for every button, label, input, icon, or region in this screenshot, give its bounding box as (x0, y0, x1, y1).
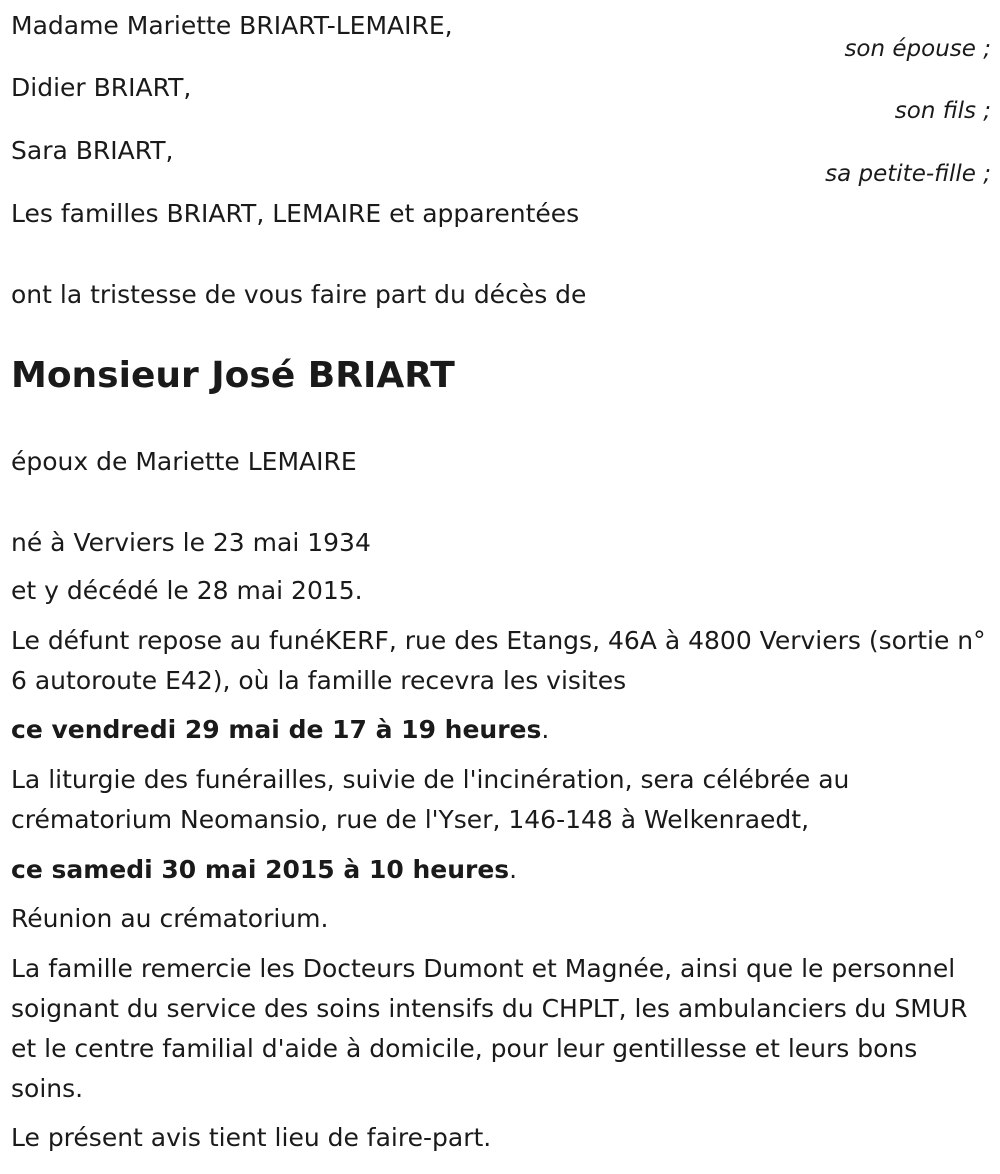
family-member-spouse (11, 0, 991, 62)
family-member-role: son fils ; (894, 98, 991, 124)
family-member-granddaughter (11, 125, 991, 187)
ceremony-line (11, 850, 986, 890)
deceased-name: Monsieur José BRIART (11, 355, 455, 396)
family-member-name: Sara BRIART, (11, 136, 174, 165)
visits-time: ce vendredi 29 mai de 17 à 19 heures (11, 715, 542, 744)
family-member-role: son épouse ; (844, 36, 991, 62)
visits-line (11, 710, 986, 750)
repose-paragraph: Le défunt repose au funéKERF, rue des Etangs, 46A à 4800 Verviers (sortie n° 6 autoroute E42), où la famille recevra les visites (11, 626, 986, 695)
death-line: et y décédé le 28 mai 2015. (11, 576, 363, 605)
relatives-line: Les familles BRIART, LEMAIRE et apparentées (11, 199, 580, 228)
announcement-line: ont la tristesse de vous faire part du décès de (11, 280, 587, 309)
family-member-name: Madame Mariette BRIART-LEMAIRE, (11, 11, 453, 40)
liturgy-paragraph: La liturgie des funérailles, suivie de l'incinération, sera célébrée au crématorium Neomansio, rue de l'Yser, 146-148 à Welkenraedt, (11, 765, 850, 834)
ceremony-time: ce samedi 30 mai 2015 à 10 heures (11, 855, 510, 884)
family-member-name: Didier BRIART, (11, 73, 192, 102)
family-member-role: sa petite-fille ; (825, 161, 991, 187)
family-member-son (11, 62, 991, 124)
notice-line: Le présent avis tient lieu de faire-part. (11, 1123, 492, 1152)
visits-end: . (541, 715, 550, 744)
ceremony-end: . (509, 855, 518, 884)
birth-line: né à Verviers le 23 mai 1934 (11, 528, 371, 557)
spouse-line: époux de Mariette LEMAIRE (11, 447, 357, 476)
thanks-paragraph: La famille remercie les Docteurs Dumont et Magnée, ainsi que le personnel soignant du service des soins intensifs du CHPLT, les ambulanciers du SMUR et le centre familial d'aide à domicile, pour leur gentillesse et leurs bons soins. (11, 954, 968, 1103)
meeting-line: Réunion au crématorium. (11, 904, 329, 933)
